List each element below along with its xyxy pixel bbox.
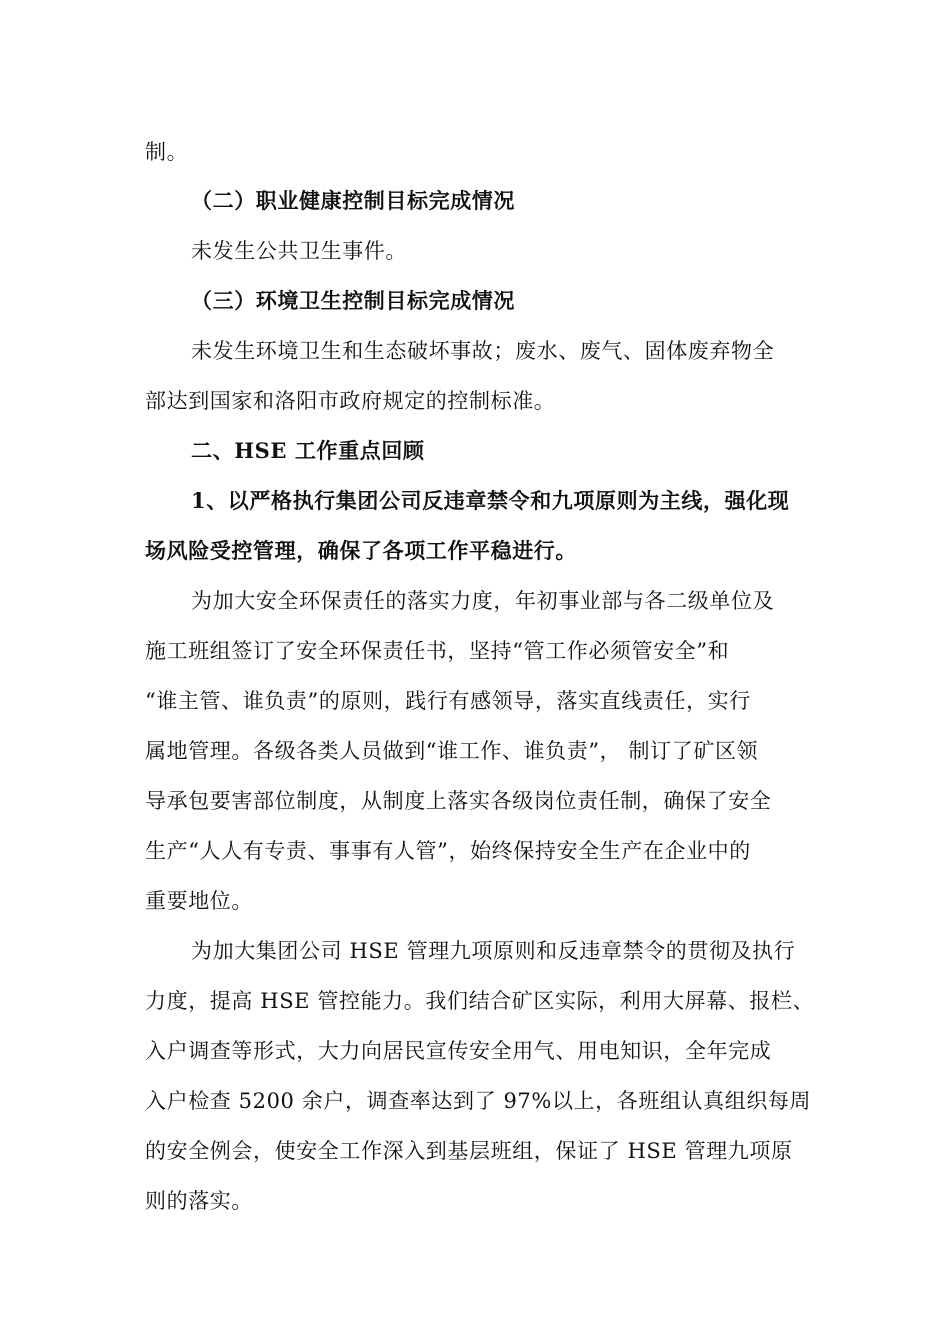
subsection-heading: 1、以严格执行集团公司反违章禁令和九项原则为主线，强化现: [191, 488, 790, 513]
paragraph-line: 入户检查 5200 余户，调查率达到了 97%以上，各班组认真组织每周: [145, 1089, 812, 1113]
section-heading: （三）环境卫生控制目标完成情况: [191, 288, 515, 313]
paragraph-line: 为加大安全环保责任的落实力度，年初事业部与各二级单位及: [191, 589, 775, 613]
section-heading: 二、HSE 工作重点回顾: [191, 438, 425, 463]
paragraph-line: 属地管理。各级各类人员做到“谁工作、谁负责”， 制订了矿区领: [145, 739, 759, 763]
section-heading: （二）职业健康控制目标完成情况: [191, 188, 515, 213]
paragraph-line: 力度，提高 HSE 管控能力。我们结合矿区实际，利用大屏幕、报栏、: [145, 989, 815, 1013]
paragraph-line: 则的落实。: [145, 1189, 253, 1213]
paragraph-line: 制。: [145, 140, 189, 164]
paragraph-line: 部达到国家和洛阳市政府规定的控制标准。: [145, 389, 556, 413]
paragraph-line: 生产“人人有专责、事事有人管”，始终保持安全生产在企业中的: [145, 839, 751, 863]
paragraph-line: 未发生公共卫生事件。: [191, 239, 407, 263]
paragraph-line: 的安全例会，使安全工作深入到基层班组，保证了 HSE 管理九项原: [145, 1139, 793, 1163]
paragraph-line: 施工班组签订了安全环保责任书，坚持“管工作必须管安全”和: [145, 639, 730, 663]
paragraph-line: 导承包要害部位制度，从制度上落实各级岗位责任制，确保了安全: [145, 789, 772, 813]
paragraph-line: “谁主管、谁负责”的原则，践行有感领导，落实直线责任，实行: [145, 689, 751, 713]
subsection-heading: 场风险受控管理，确保了各项工作平稳进行。: [145, 538, 577, 563]
paragraph-line: 重要地位。: [145, 889, 253, 913]
paragraph-line: 为加大集团公司 HSE 管理九项原则和反违章禁令的贯彻及执行: [191, 939, 796, 963]
paragraph-line: 未发生环境卫生和生态破坏事故；废水、废气、固体废弃物全: [191, 339, 775, 363]
paragraph-line: 入户调查等形式，大力向居民宣传安全用气、用电知识，全年完成: [145, 1039, 772, 1063]
